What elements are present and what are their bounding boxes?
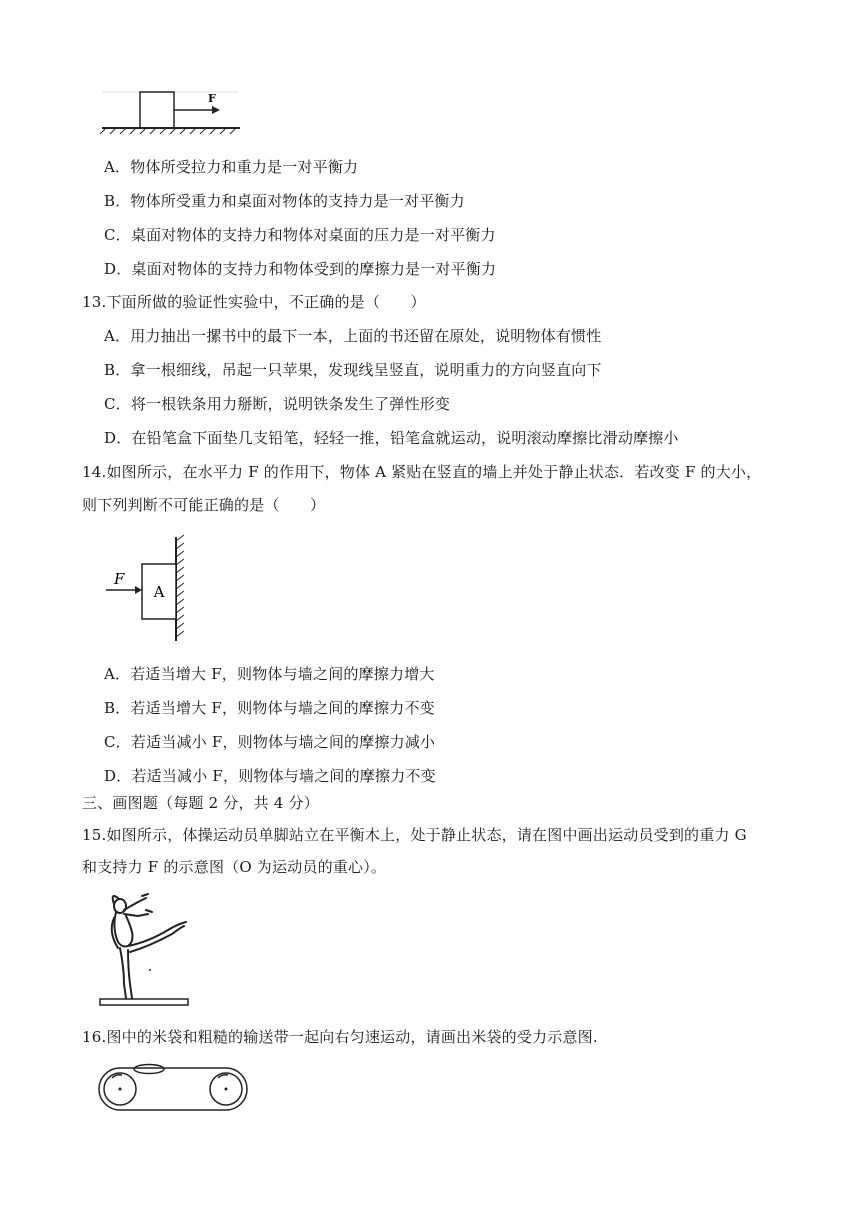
q13-stem: 13.下面所做的验证性实验中，不正确的是（ ） (82, 293, 426, 311)
q12-option-c: C．桌面对物体的支持力和物体对桌面的压力是一对平衡力 (104, 226, 496, 244)
block-on-table-figure (98, 86, 248, 134)
q15-stem-line2: 和支持力 F 的示意图（O 为运动员的重心）。 (82, 858, 387, 876)
force-label: F (114, 570, 125, 588)
q14-stem-line1: 14.如图所示，在水平力 F 的作用下，物体 A 紧贴在竖直的墙上并处于静止状态．若改变 F 的大小， (82, 463, 762, 481)
q12-option-d: D．桌面对物体的支持力和物体受到的摩擦力是一对平衡力 (104, 260, 497, 278)
q16-stem: 16.图中的米袋和粗糙的输送带一起向右匀速运动，请画出米袋的受力示意图. (82, 1028, 598, 1046)
q15-stem-line1: 15.如图所示，体操运动员单脚站立在平衡木上，处于静止状态，请在图中画出运动员受到的重力 G (82, 826, 747, 844)
force-label: F (208, 92, 216, 105)
q14-option-c: C．若适当减小 F，则物体与墙之间的摩擦力减小 (104, 733, 436, 751)
arrow-right-icon (212, 106, 220, 114)
conveyor-belt-figure (98, 1064, 250, 1112)
gymnast-figure (98, 888, 194, 1010)
q13-option-c: C．将一根铁条用力掰断，说明铁条发生了弹性形变 (104, 395, 451, 413)
q14-option-a: A．若适当增大 F，则物体与墙之间的摩擦力增大 (104, 665, 435, 683)
balance-beam (100, 999, 188, 1005)
arrow-right-icon (135, 586, 142, 594)
section-heading: 三、画图题（每题 2 分，共 4 分） (82, 794, 319, 812)
rice-bag (134, 1065, 164, 1074)
q14-option-b: B．若适当增大 F，则物体与墙之间的摩擦力不变 (104, 699, 435, 717)
q13-option-d: D．在铅笔盒下面垫几支铅笔，轻轻一推，铅笔盒就运动，说明滚动摩擦比滑动摩擦小 (104, 429, 679, 447)
q14-stem-line2: 则下列判断不可能正确的是（ ） (82, 496, 326, 514)
block-label: A (153, 583, 165, 601)
q12-option-b: B．物体所受重力和桌面对物体的支持力是一对平衡力 (104, 192, 465, 210)
block (140, 92, 174, 128)
q13-option-a: A．用力抽出一摞书中的最下一本，上面的书还留在原处，说明物体有惯性 (104, 327, 602, 345)
q13-option-b: B．拿一根细线，吊起一只苹果，发现线呈竖直，说明重力的方向竖直向下 (104, 361, 602, 379)
q12-option-a: A．物体所受拉力和重力是一对平衡力 (104, 158, 359, 176)
block-against-wall-figure (100, 535, 190, 645)
q14-option-d: D．若适当减小 F，则物体与墙之间的摩擦力不变 (104, 767, 436, 785)
